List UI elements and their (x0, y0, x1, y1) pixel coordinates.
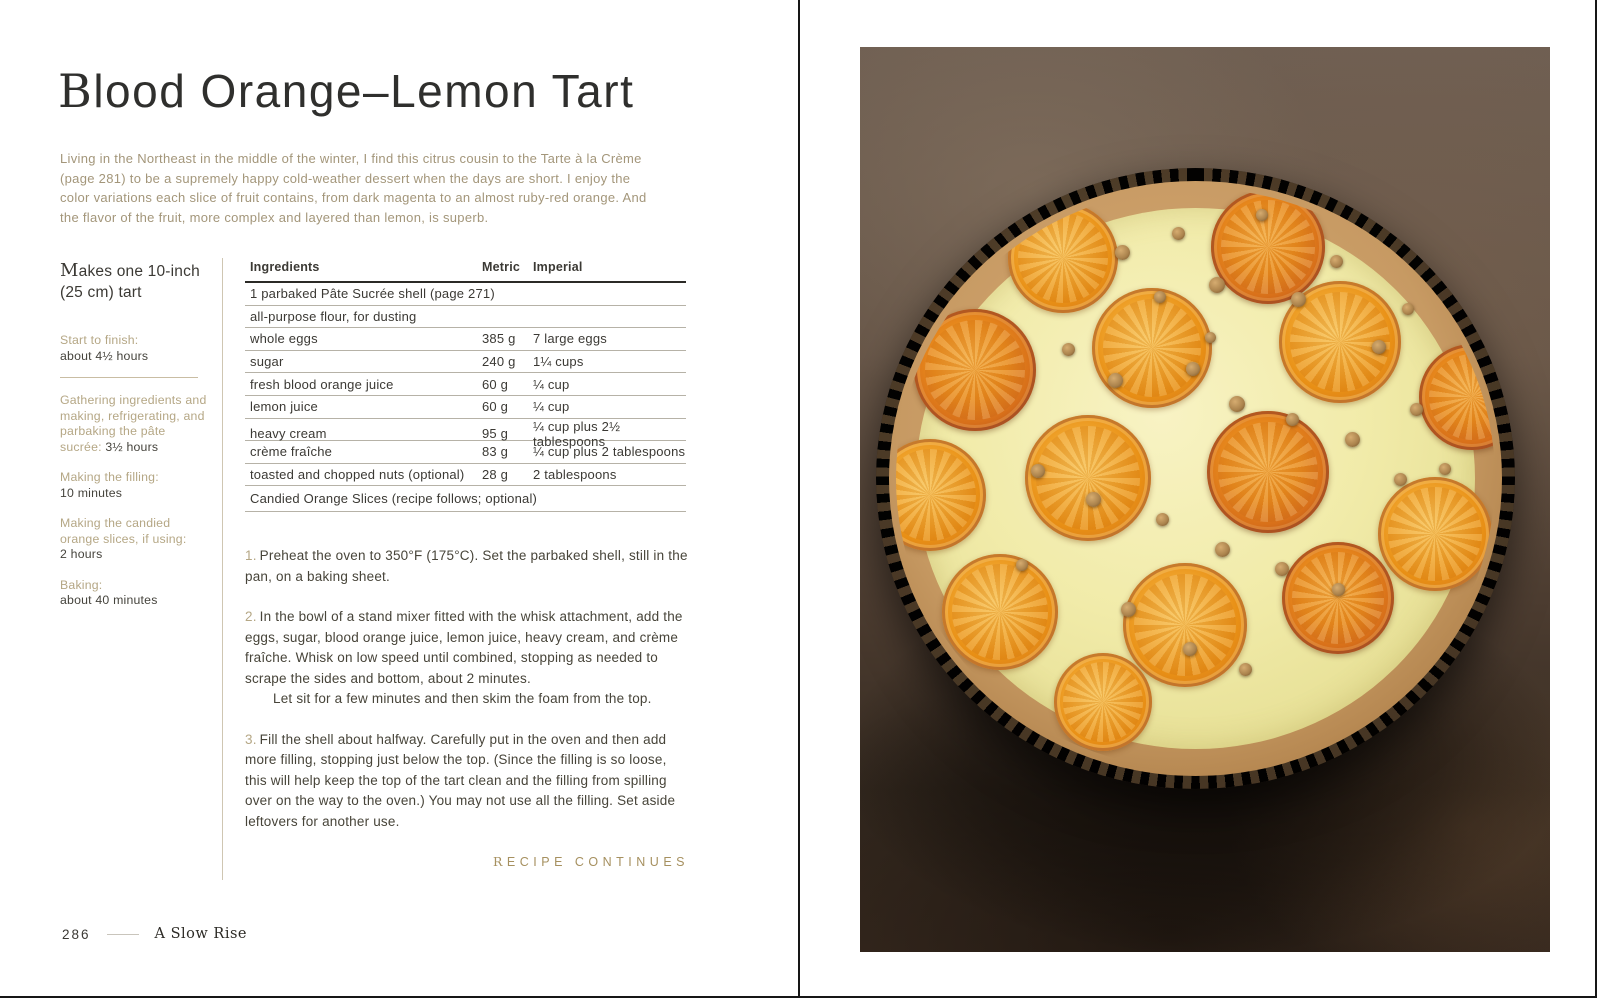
ingredient-metric: 28 g (482, 467, 509, 483)
candied-orange-slice (896, 439, 986, 551)
timing-label: Start to finish: (60, 333, 139, 347)
hazelnut (1410, 403, 1423, 416)
ingredient-imperial: 1¼ cups (533, 354, 584, 370)
step-note: Let sit for a few minutes and then skim the foam from the top. (273, 691, 652, 706)
recipe-title: Blood Orange–Lemon Tart (58, 64, 635, 118)
hazelnut (1332, 583, 1345, 596)
hazelnut (1031, 464, 1045, 478)
column-divider (222, 258, 223, 880)
table-row (245, 486, 686, 512)
ingredient-name: fresh blood orange juice (250, 376, 394, 392)
column-header-imperial: Imperial (533, 260, 583, 274)
hazelnut (1291, 292, 1306, 307)
page-number: 286 (62, 926, 91, 942)
hazelnut (1439, 463, 1451, 475)
ingredient-imperial: 7 large eggs (533, 331, 607, 347)
candied-orange-slice (1025, 415, 1151, 541)
hazelnut (1239, 663, 1252, 676)
timing-label: Making the candied orange slices, if using: (60, 516, 187, 546)
hazelnut (1275, 562, 1289, 576)
recipe-step (245, 607, 689, 710)
hazelnut (1394, 473, 1407, 486)
timing-value: 10 minutes (60, 485, 123, 500)
timing-value: 3½ hours (105, 439, 159, 454)
footer-dash (107, 934, 139, 935)
hazelnut (1402, 303, 1414, 315)
ingredient-metric: 95 g (482, 426, 509, 442)
step-text: In the bowl of a stand mixer fitted with the whisk attachment, add the eggs, sugar, blood orange juice, lemon juice, heavy cream, and crème fraîche. Whisk on low speed until combined, stopping as needed to scrape the sides and bottom, about 2 minutes. (245, 609, 683, 686)
page-right-edge-line (1595, 0, 1597, 997)
hazelnut (1345, 432, 1360, 447)
recipe-sidebar (60, 260, 210, 624)
ingredients-table (245, 260, 686, 512)
tart (876, 168, 1515, 789)
hazelnut (1229, 396, 1245, 412)
page-footer (62, 926, 247, 942)
ingredient-name: sugar (250, 354, 284, 370)
timing-candied-slices (60, 516, 210, 563)
candied-orange-slice (1092, 288, 1212, 408)
hazelnut (1121, 602, 1136, 617)
timing-start-to-finish (60, 333, 210, 364)
timing-baking (60, 578, 210, 609)
hazelnut (1209, 277, 1225, 293)
timing-label: Making the filling: (60, 470, 159, 484)
timing-value: about 40 minutes (60, 593, 158, 607)
ingredients-header-row (245, 260, 686, 283)
recipe-step (245, 730, 689, 833)
ingredient-metric: 240 g (482, 354, 516, 370)
table-row (245, 306, 686, 329)
sidebar-divider (60, 377, 198, 378)
hazelnut (1172, 227, 1185, 240)
ingredient-imperial: ¼ cup (533, 399, 570, 415)
candied-orange-slice (1207, 411, 1329, 533)
timing-value: 2 hours (60, 547, 103, 561)
hazelnut (1186, 362, 1200, 376)
ingredient-name: lemon juice (250, 399, 318, 415)
hazelnut (1086, 492, 1101, 507)
page-bottom-edge-line (0, 996, 1597, 998)
step-number: 2. (245, 609, 257, 624)
ingredient-imperial: ¼ cup (533, 376, 570, 392)
hazelnut (1154, 291, 1166, 303)
timing-value: about 4½ hours (60, 348, 149, 363)
timing-label: Gathering ingredients and making, refrigerating, and parbaking the pâte sucrée: (60, 393, 207, 454)
hazelnut (1215, 542, 1230, 557)
ingredient-name: heavy cream (250, 426, 327, 442)
table-row (245, 373, 686, 396)
yield-text: Makes one 10-inch (25 cm) tart (60, 260, 200, 301)
timing-label: Baking: (60, 577, 103, 592)
hazelnut (1286, 413, 1299, 426)
hazelnut (1256, 209, 1268, 221)
ingredient-imperial: ¼ cup plus 2 tablespoons (533, 444, 686, 460)
table-row (245, 396, 686, 419)
ingredient-metric: 83 g (482, 444, 509, 460)
table-row (245, 328, 686, 351)
recipe-steps (245, 546, 689, 873)
ingredient-imperial: ¼ cup plus 2½ tablespoons (533, 418, 621, 449)
table-row (245, 441, 686, 464)
hazelnut (1330, 255, 1343, 268)
hazelnut (1108, 373, 1123, 388)
tart-toppings (896, 188, 1495, 769)
hazelnut (1372, 340, 1386, 354)
timing-filling (60, 470, 210, 501)
ingredient-metric: 60 g (482, 399, 509, 415)
table-row (245, 283, 686, 306)
hazelnut (1156, 513, 1169, 526)
step-text: Preheat the oven to 350°F (175°C). Set the parbaked shell, still in the pan, on a baking sheet. (245, 548, 688, 584)
candied-orange-slice (942, 554, 1058, 670)
candied-orange-slice (1008, 203, 1118, 313)
ingredient-name: Candied Orange Slices (recipe follows; optional) (250, 491, 538, 507)
hazelnut (1062, 343, 1075, 356)
candied-orange-slice (1378, 477, 1492, 591)
hazelnut (1016, 559, 1028, 571)
candied-orange-slice (914, 309, 1036, 431)
ingredient-name: all-purpose flour, for dusting (250, 308, 417, 324)
candied-orange-slice (1419, 344, 1495, 450)
ingredient-name: crème fraîche (250, 444, 333, 460)
table-row (245, 464, 686, 487)
step-number: 3. (245, 731, 257, 747)
hazelnut (1183, 642, 1197, 656)
tart-photo (860, 47, 1550, 952)
ingredient-metric: 385 g (482, 331, 516, 347)
hazelnut (1115, 245, 1130, 260)
hazelnut (1205, 332, 1216, 343)
ingredient-name: toasted and chopped nuts (optional) (250, 467, 465, 483)
recipe-continues-label: RECIPE CONTINUES (492, 854, 689, 869)
recipe-step (245, 546, 689, 587)
candied-orange-slice (1054, 653, 1152, 751)
candied-orange-slice (1211, 190, 1325, 304)
table-row (245, 418, 686, 449)
book-title: A Slow Rise (154, 926, 248, 942)
timing-gathering (60, 393, 210, 455)
ingredient-imperial: 2 tablespoons (533, 467, 617, 483)
step-text: Fill the shell about halfway. Carefully put in the oven and then add more filling, stopping just below the top. (Since the filling is so loose, this will help keep the top of the tart clean and the filling from spilling over on the way to the oven.) You may not use all the filling. Set aside leftovers for another use. (245, 731, 676, 829)
table-row (245, 351, 686, 374)
candied-orange-slice (1123, 563, 1247, 687)
ingredient-name: whole eggs (250, 331, 318, 347)
candied-orange-slice (1282, 542, 1394, 654)
recipe-intro: Living in the Northeast in the middle of the winter, I find this citrus cousin to the Tarte à la Crème (page 281) to be a supremely happy cold-weather dessert when the days are short. I enjoy the color variations each slice of fruit contains, from dark magenta to an almost ruby-red orange. And the flavor of the fruit, more complex and layered than lemon, is superb. (60, 151, 647, 225)
column-header-metric: Metric (482, 260, 521, 274)
ingredient-name: 1 parbaked Pâte Sucrée shell (page 271) (250, 286, 495, 302)
column-header-ingredients: Ingredients (250, 260, 320, 274)
ingredient-metric: 60 g (482, 376, 509, 392)
step-number: 1. (245, 548, 257, 563)
page-gutter-line (798, 0, 800, 997)
